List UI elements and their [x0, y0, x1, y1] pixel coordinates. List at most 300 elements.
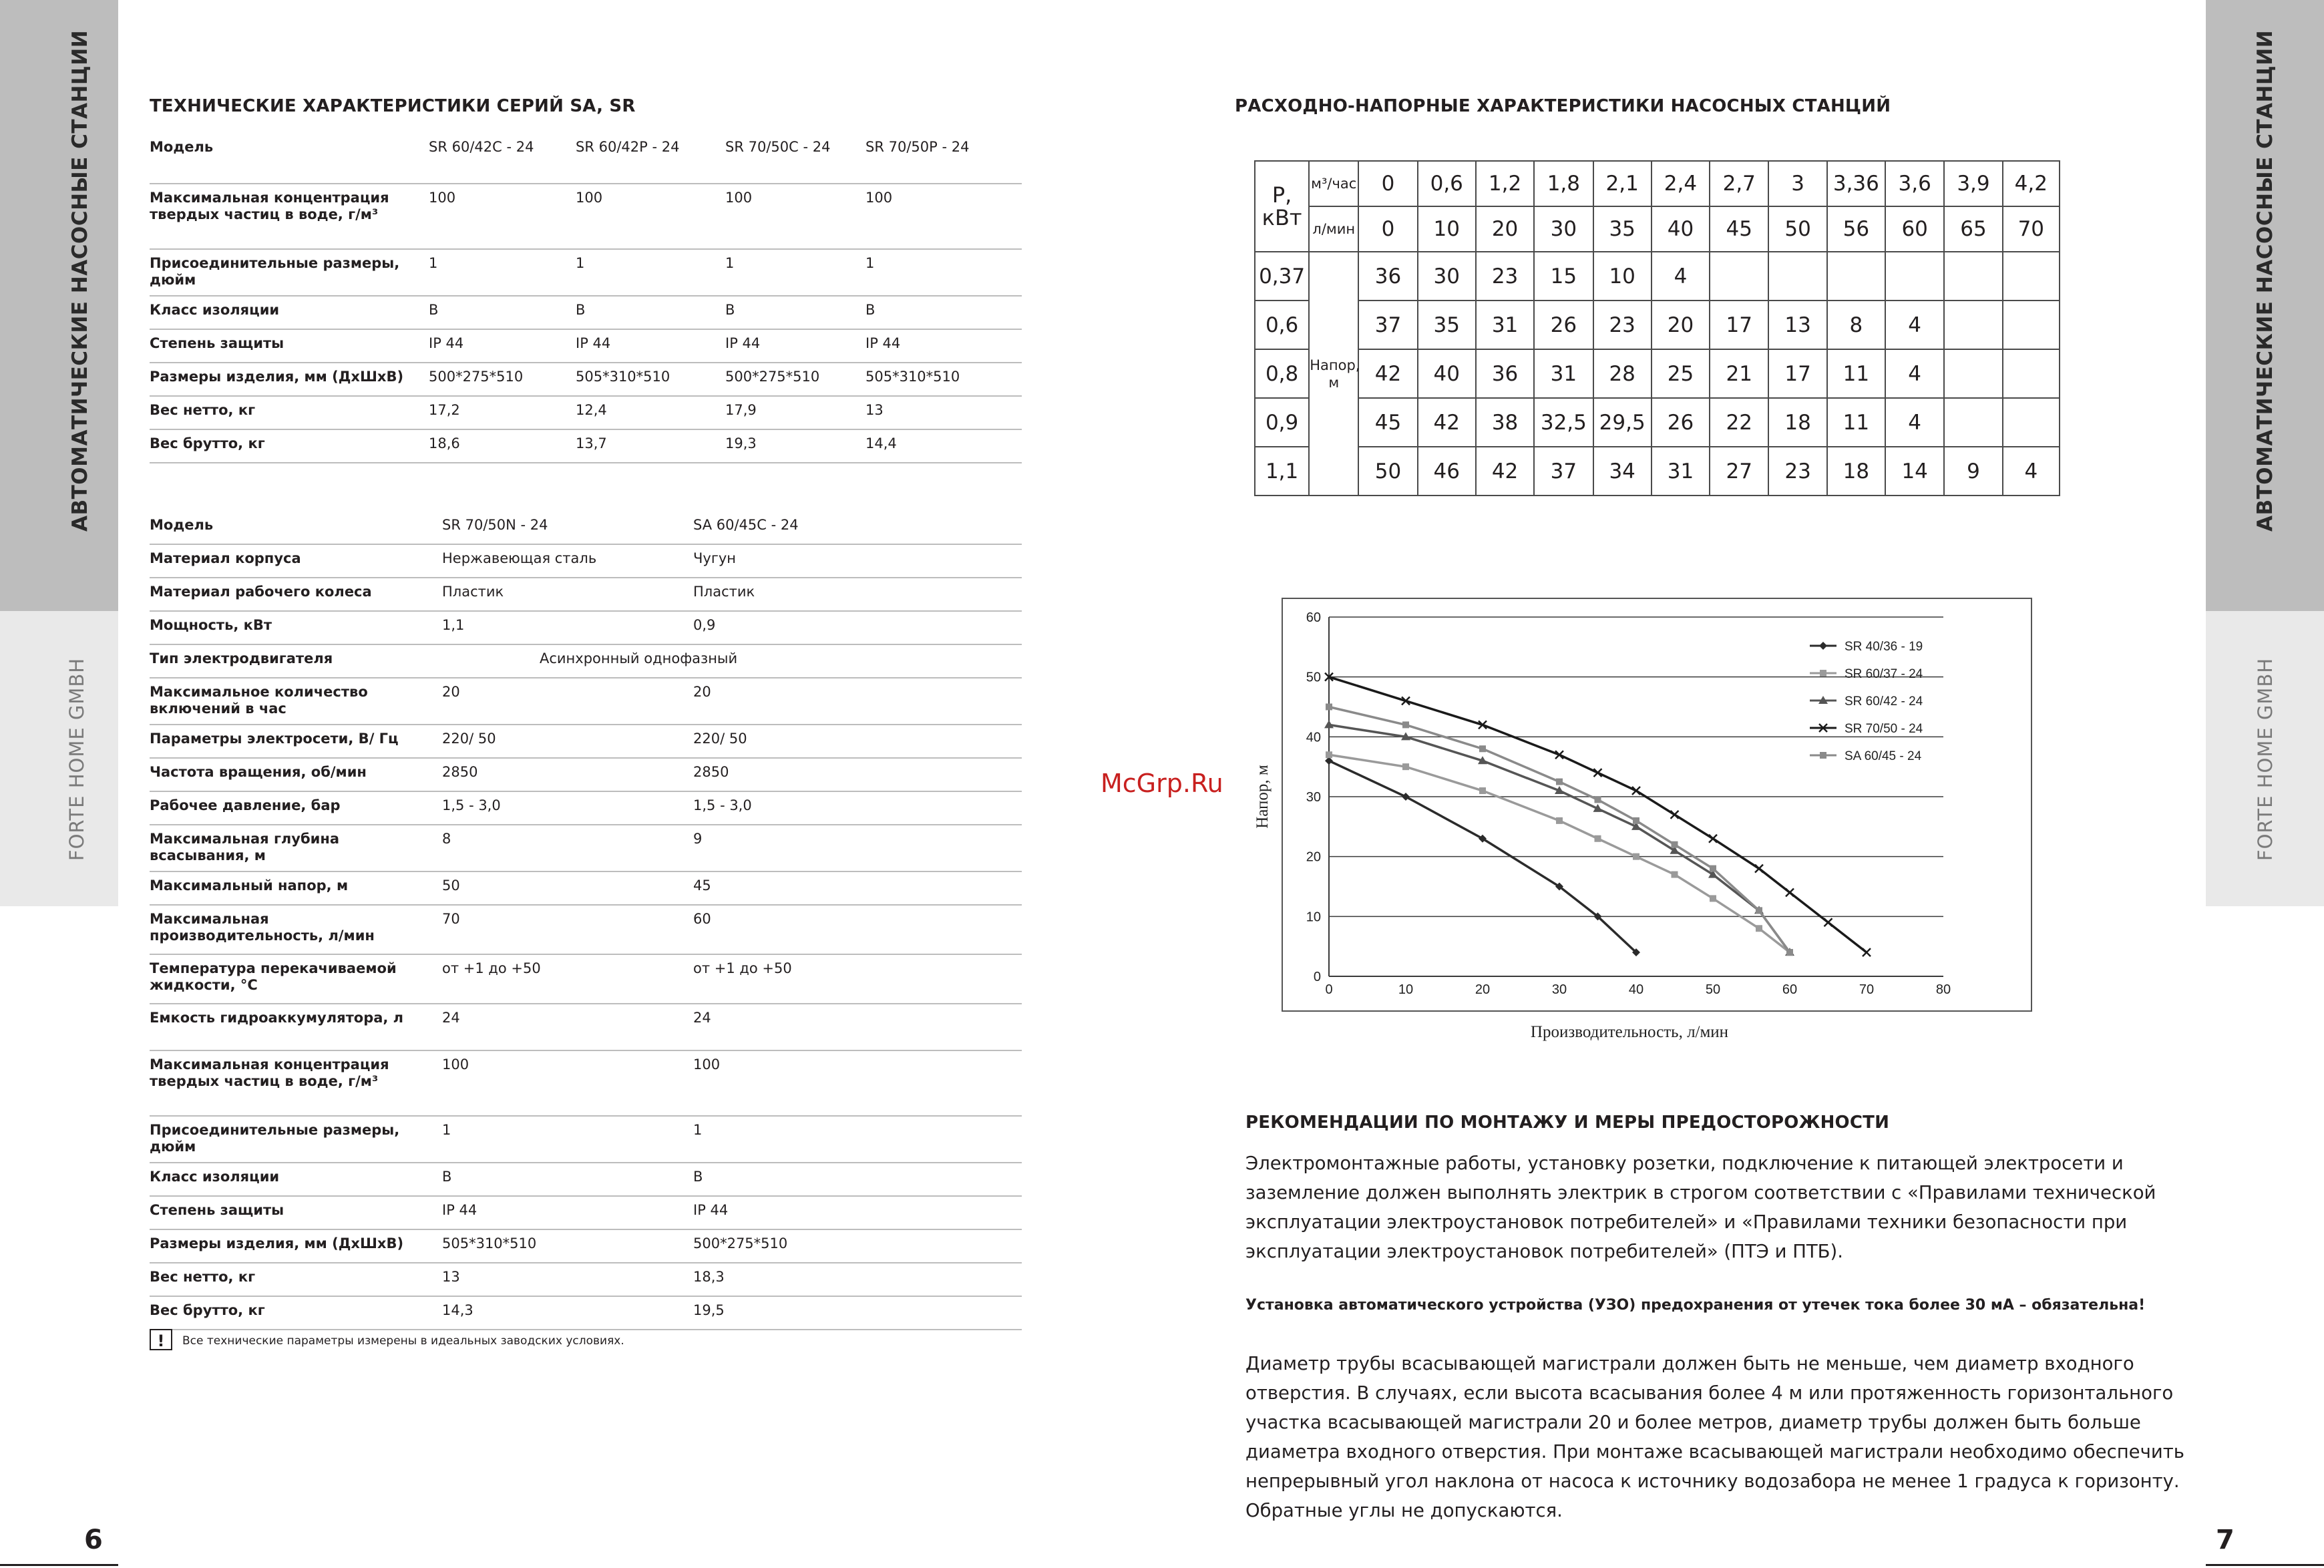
- row-label: Частота вращения, об/мин: [150, 758, 442, 791]
- row-label: Класс изоляции: [150, 296, 429, 329]
- data-point: [1479, 745, 1486, 752]
- paragraph-line: непрерывный угол наклона от насоса к источнику водозабора не менее 1 градуса к горизонту.: [1245, 1471, 2180, 1492]
- row-value: 18,6: [429, 429, 576, 463]
- table-row: [150, 396, 1022, 429]
- row-label: Максимальная глубина всасывания, м: [150, 825, 442, 871]
- paragraph-line: Диаметр трубы всасывающей магистрали должен быть не меньше, чем диаметр входного: [1245, 1353, 2134, 1374]
- head-value: 20: [1652, 301, 1710, 349]
- model-name: SR 70/50N - 24: [442, 512, 693, 544]
- row-value: 100: [442, 1050, 693, 1116]
- x-tick-label: 40: [1628, 982, 1644, 997]
- table-row: [150, 1163, 1022, 1196]
- row-value: 2850: [442, 758, 693, 791]
- table-row: [150, 363, 1022, 396]
- paragraph-line: отверстия. В случаях, если высота всасывания более 4 м или протяженность горизонтального: [1245, 1382, 2174, 1404]
- head-value: 13: [1768, 301, 1826, 349]
- head-value: 42: [1358, 349, 1417, 398]
- row-label: Максимальный напор, м: [150, 871, 442, 905]
- lmin-value: 60: [1885, 206, 1944, 252]
- row-value: 1: [693, 1116, 1022, 1163]
- head-value: 35: [1418, 301, 1476, 349]
- head-value: 32,5: [1534, 398, 1593, 447]
- head-value: 4: [1885, 349, 1944, 398]
- data-point: [1402, 721, 1409, 728]
- data-point: [1672, 841, 1678, 848]
- table-row: [150, 678, 1022, 725]
- data-point: [1633, 853, 1639, 860]
- head-value: 8: [1827, 301, 1885, 349]
- table-row: [150, 184, 1022, 249]
- lmin-value: 10: [1418, 206, 1476, 252]
- head-value: 4: [1885, 301, 1944, 349]
- row-value: 100: [429, 184, 576, 249]
- row-value: от +1 до +50: [442, 954, 693, 1004]
- row-value: 19,3: [725, 429, 865, 463]
- legend-marker: [1820, 670, 1826, 676]
- head-value: [1944, 252, 2002, 301]
- table-row: [150, 825, 1022, 871]
- table-row: [150, 329, 1022, 363]
- table-row: [150, 644, 1022, 678]
- row-label: Степень защиты: [150, 1196, 442, 1229]
- row-value-merged: Асинхронный однофазный: [442, 644, 1022, 678]
- power-value: 1,1: [1255, 447, 1309, 496]
- legend-label: SR 60/37 - 24: [1845, 667, 1923, 681]
- left-side-band: [0, 0, 118, 611]
- head-value: [1710, 252, 1768, 301]
- head-value: 31: [1652, 447, 1710, 496]
- flow-power-row: [1255, 398, 2060, 447]
- row-label: Вес брутто, кг: [150, 429, 429, 463]
- specs1-table: [150, 134, 1022, 463]
- row-value: 45: [693, 871, 1022, 905]
- row-value: IP 44: [442, 1196, 693, 1229]
- head-value: 25: [1652, 349, 1710, 398]
- data-point: [1756, 907, 1762, 914]
- row-value: 0,9: [693, 611, 1022, 644]
- row-value: 24: [693, 1004, 1022, 1050]
- model-name: SR 70/50C - 24: [725, 134, 865, 184]
- data-point: [1326, 751, 1332, 758]
- flow-table-title: РАСХОДНО-НАПОРНЫЕ ХАРАКТЕРИСТИКИ НАСОСНЫХ СТАНЦИЙ: [1235, 96, 1891, 116]
- lmin-value: 65: [1944, 206, 2002, 252]
- row-value: 8: [442, 825, 693, 871]
- flow-power-row: [1255, 447, 2060, 496]
- y-tick-label: 10: [1306, 910, 1321, 925]
- paragraph-line: диаметра входного отверстия. При монтаже всасывающей магистрали необходимо обеспечить: [1245, 1441, 2184, 1462]
- row-value: Нержавеющая сталь: [442, 544, 693, 578]
- legend-marker: [1820, 752, 1826, 759]
- row-value: 19,5: [693, 1296, 1022, 1330]
- table-row: [150, 871, 1022, 905]
- row-value: B: [725, 296, 865, 329]
- row-value: 13: [442, 1263, 693, 1296]
- head-value: 17: [1768, 349, 1826, 398]
- y-tick-label: 20: [1306, 849, 1321, 865]
- head-value: 46: [1418, 447, 1476, 496]
- page-number-right: 7: [2216, 1525, 2235, 1555]
- m3-value: 3: [1768, 161, 1826, 206]
- head-value: 38: [1476, 398, 1534, 447]
- row-label: Размеры изделия, мм (ДхШхВ): [150, 363, 429, 396]
- table-row: [150, 758, 1022, 791]
- table-row: [150, 429, 1022, 463]
- table-row: [150, 954, 1022, 1004]
- head-value: 26: [1652, 398, 1710, 447]
- row-value: Пластик: [693, 578, 1022, 611]
- head-value: 4: [1885, 398, 1944, 447]
- head-value: 15: [1534, 252, 1593, 301]
- head-value: 18: [1827, 447, 1885, 496]
- head-value: 9: [1944, 447, 2002, 496]
- m3-value: 2,4: [1652, 161, 1710, 206]
- m3-value: 3,9: [1944, 161, 2002, 206]
- m3-value: 0: [1358, 161, 1417, 206]
- head-value: 23: [1768, 447, 1826, 496]
- row-value: IP 44: [693, 1196, 1022, 1229]
- row-label: Размеры изделия, мм (ДхШхВ): [150, 1229, 442, 1263]
- head-value: 11: [1827, 349, 1885, 398]
- power-value: 0,9: [1255, 398, 1309, 447]
- head-value: [2003, 252, 2060, 301]
- row-value: 505*310*510: [865, 363, 1022, 396]
- row-value: B: [693, 1163, 1022, 1196]
- x-tick-label: 10: [1398, 982, 1414, 997]
- lmin-value: 50: [1768, 206, 1826, 252]
- row-value: Чугун: [693, 544, 1022, 578]
- row-value: 500*275*510: [693, 1229, 1022, 1263]
- left-side-heading: АВТОМАТИЧЕСКИЕ НАСОСНЫЕ СТАНЦИИ: [68, 29, 92, 532]
- table-row: [150, 905, 1022, 954]
- data-point: [1595, 835, 1601, 842]
- head-value: 36: [1358, 252, 1417, 301]
- row-value: 1,5 - 3,0: [442, 791, 693, 825]
- row-value: IP 44: [429, 329, 576, 363]
- y-tick-label: 60: [1306, 610, 1321, 625]
- lmin-value: 20: [1476, 206, 1534, 252]
- head-value: 40: [1418, 349, 1476, 398]
- row-value: 14,4: [865, 429, 1022, 463]
- warning-note-icon: !: [150, 1329, 172, 1350]
- data-point: [1756, 925, 1762, 932]
- table-row: [150, 1196, 1022, 1229]
- row-value: 2850: [693, 758, 1022, 791]
- page-number-left: 6: [84, 1525, 103, 1555]
- table-row: [150, 1229, 1022, 1263]
- data-point: [1479, 787, 1486, 794]
- model-name: SR 70/50P - 24: [865, 134, 1022, 184]
- head-value: 28: [1593, 349, 1652, 398]
- power-value: 0,6: [1255, 301, 1309, 349]
- head-value: 31: [1476, 301, 1534, 349]
- head-value: 45: [1358, 398, 1417, 447]
- header-label: Модель: [150, 512, 442, 544]
- m3-value: 4,2: [2003, 161, 2060, 206]
- table-row: [150, 1296, 1022, 1330]
- model-name: SR 60/42C - 24: [429, 134, 576, 184]
- row-label: Вес нетто, кг: [150, 1263, 442, 1296]
- table-row: [150, 1116, 1022, 1163]
- row-value: 500*275*510: [725, 363, 865, 396]
- head-value: [2003, 398, 2060, 447]
- row-label: Максимальная производительность, л/мин: [150, 905, 442, 954]
- row-label: Емкость гидроаккумулятора, л: [150, 1004, 442, 1050]
- right-side-brand: FORTE HOME GMBH: [2254, 657, 2277, 861]
- head-value: 23: [1476, 252, 1534, 301]
- head-value: [2003, 349, 2060, 398]
- head-value: 31: [1534, 349, 1593, 398]
- flow-table: [1254, 160, 2060, 496]
- header-label: Модель: [150, 134, 429, 184]
- data-point: [1633, 817, 1639, 824]
- row-value: 12,4: [576, 396, 725, 429]
- right-side-heading: АВТОМАТИЧЕСКИЕ НАСОСНЫЕ СТАНЦИИ: [2253, 29, 2277, 532]
- data-point: [1595, 796, 1601, 803]
- table-header-row: [150, 134, 1022, 184]
- row-value: 20: [442, 678, 693, 725]
- row-value: 100: [865, 184, 1022, 249]
- head-value: 34: [1593, 447, 1652, 496]
- row-label: Рабочее давление, бар: [150, 791, 442, 825]
- m3-value: 2,7: [1710, 161, 1768, 206]
- row-value: 70: [442, 905, 693, 954]
- row-value: 220/ 50: [693, 725, 1022, 758]
- model-name: SA 60/45C - 24: [693, 512, 1022, 544]
- row-label: Класс изоляции: [150, 1163, 442, 1196]
- row-label: Мощность, кВт: [150, 611, 442, 644]
- x-tick-label: 20: [1475, 982, 1491, 997]
- row-value: 1: [429, 249, 576, 296]
- paragraph-line: участка всасывающей магистрали 20 и более метров, диаметр трубы должен быть больше: [1245, 1412, 2141, 1433]
- m3-value: 0,6: [1418, 161, 1476, 206]
- head-value: 50: [1358, 447, 1417, 496]
- row-value: 1: [725, 249, 865, 296]
- lmin-value: 30: [1534, 206, 1593, 252]
- row-label: Параметры электросети, В/ Гц: [150, 725, 442, 758]
- m3-value: 2,1: [1593, 161, 1652, 206]
- specs1-title: ТЕХНИЧЕСКИЕ ХАРАКТЕРИСТИКИ СЕРИЙ SA, SR: [150, 96, 636, 116]
- head-value: 21: [1710, 349, 1768, 398]
- head-value: 11: [1827, 398, 1885, 447]
- data-point: [1786, 949, 1793, 956]
- row-value: 220/ 50: [442, 725, 693, 758]
- head-value: 4: [1652, 252, 1710, 301]
- model-name: SR 60/42P - 24: [576, 134, 725, 184]
- row-label: Температура перекачиваемой жидкости, °С: [150, 954, 442, 1004]
- row-value: 1: [865, 249, 1022, 296]
- legend-label: SR 40/36 - 19: [1845, 640, 1923, 654]
- row-label: Максимальная концентрация твердых частиц в воде, г/м³: [150, 184, 429, 249]
- row-value: 100: [693, 1050, 1022, 1116]
- flow-power-row: [1255, 349, 2060, 398]
- performance-chart: [1249, 588, 2050, 1055]
- head-value: 26: [1534, 301, 1593, 349]
- data-point: [1710, 895, 1716, 902]
- row-value: от +1 до +50: [693, 954, 1022, 1004]
- head-value: 30: [1418, 252, 1476, 301]
- data-point: [1402, 763, 1409, 770]
- y-tick-label: 30: [1306, 790, 1321, 805]
- unit-lmin-cell: л/мин: [1309, 206, 1358, 252]
- legend-label: SR 70/50 - 24: [1845, 722, 1923, 736]
- row-value: 500*275*510: [429, 363, 576, 396]
- head-value: [1768, 252, 1826, 301]
- paragraph-line: Обратные углы не допускаются.: [1245, 1500, 1563, 1521]
- row-value: IP 44: [576, 329, 725, 363]
- page-line-right: [2206, 1564, 2324, 1566]
- row-value: B: [865, 296, 1022, 329]
- row-label: Степень защиты: [150, 329, 429, 363]
- head-value: 29,5: [1593, 398, 1652, 447]
- row-label: Максимальное количество включений в час: [150, 678, 442, 725]
- m3-value: 1,2: [1476, 161, 1534, 206]
- table-row: [150, 611, 1022, 644]
- table-header-row: [150, 512, 1022, 544]
- head-value: 23: [1593, 301, 1652, 349]
- row-value: 100: [725, 184, 865, 249]
- row-label: Присоединительные размеры, дюйм: [150, 1116, 442, 1163]
- lmin-value: 0: [1358, 206, 1417, 252]
- row-label: Тип электродвигателя: [150, 644, 442, 678]
- row-label: Максимальная концентрация твердых частиц в воде, г/м³: [150, 1050, 442, 1116]
- row-label: Материал рабочего колеса: [150, 578, 442, 611]
- row-value: IP 44: [865, 329, 1022, 363]
- recommendations-title: РЕКОМЕНДАЦИИ ПО МОНТАЖУ И МЕРЫ ПРЕДОСТОРОЖНОСТИ: [1245, 1113, 1890, 1133]
- row-value: 60: [693, 905, 1022, 954]
- lmin-value: 40: [1652, 206, 1710, 252]
- table-row: [150, 1050, 1022, 1116]
- lmin-value: 56: [1827, 206, 1885, 252]
- row-value: 9: [693, 825, 1022, 871]
- head-value: 37: [1358, 301, 1417, 349]
- lmin-value: 45: [1710, 206, 1768, 252]
- y-tick-label: 40: [1306, 730, 1321, 745]
- lmin-value: 35: [1593, 206, 1652, 252]
- row-value: 50: [442, 871, 693, 905]
- head-value: 42: [1418, 398, 1476, 447]
- head-value: [1944, 398, 2002, 447]
- m3-value: 3,6: [1885, 161, 1944, 206]
- data-point: [1556, 817, 1563, 824]
- row-value: IP 44: [725, 329, 865, 363]
- paragraph-line: заземление должен выполнять электрик в строгом соответствии с «Правилами технической: [1245, 1182, 2156, 1203]
- head-value: [1944, 349, 2002, 398]
- x-tick-label: 70: [1859, 982, 1875, 997]
- flow-power-row: [1255, 252, 2060, 301]
- head-value: [1827, 252, 1885, 301]
- row-value: 1: [576, 249, 725, 296]
- watermark-text: McGrp.Ru: [1101, 769, 1223, 798]
- row-value: 1,5 - 3,0: [693, 791, 1022, 825]
- head-value: [1885, 252, 1944, 301]
- head-value: 4: [2003, 447, 2060, 496]
- head-value: [1944, 301, 2002, 349]
- row-value: 505*310*510: [442, 1229, 693, 1263]
- unit-m3-cell: м³/час: [1309, 161, 1358, 206]
- head-value: [2003, 301, 2060, 349]
- row-value: 1: [442, 1116, 693, 1163]
- specs2-table: [150, 512, 1022, 1330]
- y-axis-title: Напор, м: [1253, 765, 1272, 829]
- row-value: B: [429, 296, 576, 329]
- specs-footnote: Все технические параметры измерены в идеальных заводских условиях.: [182, 1334, 624, 1348]
- data-point: [1710, 865, 1716, 872]
- left-side-brand: FORTE HOME GMBH: [65, 657, 88, 861]
- page-line-left: [0, 1564, 118, 1566]
- row-label: Присоединительные размеры, дюйм: [150, 249, 429, 296]
- y-tick-label: 50: [1306, 670, 1321, 685]
- table-row: [150, 296, 1022, 329]
- x-tick-label: 50: [1705, 982, 1721, 997]
- x-tick-label: 60: [1782, 982, 1798, 997]
- x-tick-label: 0: [1325, 982, 1333, 997]
- row-value: 24: [442, 1004, 693, 1050]
- legend-label: SA 60/45 - 24: [1845, 749, 1922, 763]
- lmin-value: 70: [2003, 206, 2060, 252]
- table-row: [150, 1004, 1022, 1050]
- row-value: 17,2: [429, 396, 576, 429]
- head-value: 17: [1710, 301, 1768, 349]
- x-axis-title: Производительность, л/мин: [1530, 1023, 1729, 1041]
- row-value: 1,1: [442, 611, 693, 644]
- flow-power-row: [1255, 301, 2060, 349]
- table-row: [150, 791, 1022, 825]
- power-value: 0,8: [1255, 349, 1309, 398]
- row-value: B: [576, 296, 725, 329]
- table-row: [150, 725, 1022, 758]
- head-value: 42: [1476, 447, 1534, 496]
- legend-label: SR 60/42 - 24: [1845, 695, 1923, 709]
- power-label-cell: P, кВт: [1255, 161, 1309, 252]
- table-row: [150, 1263, 1022, 1296]
- row-value: B: [442, 1163, 693, 1196]
- data-point: [1326, 704, 1332, 711]
- paragraph-line: эксплуатации электроустановок потребителей» и «Правилами техники безопасности при: [1245, 1211, 2128, 1233]
- power-value: 0,37: [1255, 252, 1309, 301]
- table-row: [150, 249, 1022, 296]
- head-value: 22: [1710, 398, 1768, 447]
- table-row: [150, 544, 1022, 578]
- head-label-cell: Напор, м: [1309, 252, 1358, 496]
- row-label: Материал корпуса: [150, 544, 442, 578]
- row-value: 17,9: [725, 396, 865, 429]
- row-value: 20: [693, 678, 1022, 725]
- paragraph-line: Электромонтажные работы, установку розетки, подключение к питающей электросети и: [1245, 1153, 2124, 1174]
- uzo-warning: Установка автоматического устройства (УЗО) предохранения от утечек тока более 30 мА – обязательна!: [1245, 1297, 2146, 1314]
- head-value: 18: [1768, 398, 1826, 447]
- head-value: 10: [1593, 252, 1652, 301]
- row-value: 505*310*510: [576, 363, 725, 396]
- row-value: 13,7: [576, 429, 725, 463]
- table-row: [150, 578, 1022, 611]
- row-value: Пластик: [442, 578, 693, 611]
- data-point: [1556, 779, 1563, 785]
- row-value: 100: [576, 184, 725, 249]
- head-value: 36: [1476, 349, 1534, 398]
- left-brand-band: [0, 611, 118, 906]
- flow-lmin-row: [1255, 206, 2060, 252]
- row-value: 13: [865, 396, 1022, 429]
- head-value: 14: [1885, 447, 1944, 496]
- row-label: Вес нетто, кг: [150, 396, 429, 429]
- m3-value: 3,36: [1827, 161, 1885, 206]
- head-value: 27: [1710, 447, 1768, 496]
- head-value: 37: [1534, 447, 1593, 496]
- m3-value: 1,8: [1534, 161, 1593, 206]
- x-tick-label: 30: [1551, 982, 1567, 997]
- y-tick-label: 0: [1313, 970, 1321, 984]
- x-tick-label: 80: [1935, 982, 1951, 997]
